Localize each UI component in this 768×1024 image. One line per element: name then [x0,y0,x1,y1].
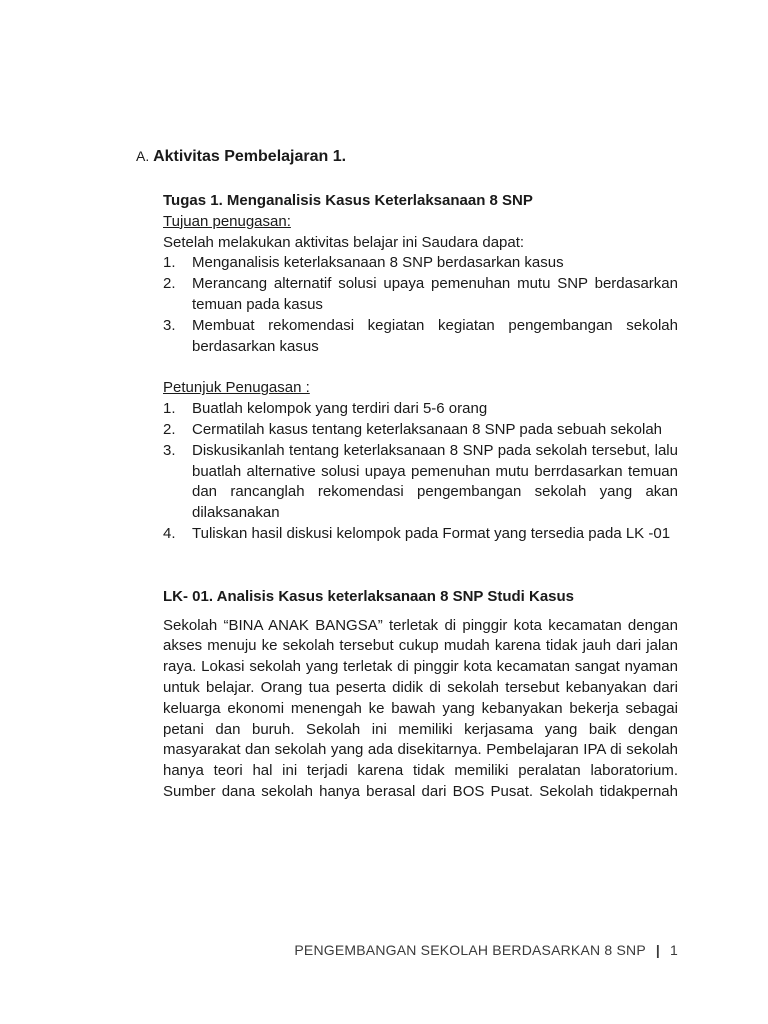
goal-number: 2. [163,275,176,293]
instruction-number: 1. [163,400,176,418]
instruction-text: Tuliskan hasil diskusi kelompok pada Format yang tersedia pada LK -01 [192,524,671,542]
instruction-item [163,420,678,441]
instruction-text: Buatlah kelompok yang terdiri dari 5-6 orang [192,400,488,418]
instruction-text: Diskusikanlah tentang keterlaksanaan 8 SNP pada sekolah tersebut, lalu buatlah alternative solusi upaya pemenuhan mutu berrdasarkan temuan dan rancanglah rekomendasi pengembangan sekolah yang akan dilaksanakan [192,441,678,522]
case-study-text: Sekolah “BINA ANAK BANGSA” terletak di pinggir kota kecamatan dengan akses menuju ke sekolah tersebut cukup mudah karena tidak jauh dari jalan raya. Lokasi sekolah yang terletak di pinggir kota kecamatan sangat nyaman untuk belajar. Orang tua peserta didik di sekolah tersebut kebanyakan dari keluarga ekonomi menengah ke bawah yang kebanyakan bekerja sebagai petani dan buruh. Sekolah ini memiliki kerjasama yang baik dengan masyarakat dan sekolah yang ada disekitarnya. Pembelajaran IPA di sekolah hanya teori hal ini terjadi karena tidak memiliki peralatan laboratorium. Sumber dana sekolah hanya berasal dari BOS Pusat. Sekolah tidakpernah [163,616,678,800]
goal-number: 3. [163,316,176,334]
footer-title: PENGEMBANGAN SEKOLAH BERDASARKAN 8 SNP [294,942,646,958]
goal-text: Membuat rekomendasi kegiatan kegiatan pengembangan sekolah berdasarkan kasus [192,316,678,355]
page-footer [294,942,678,958]
section-letter: A. [136,148,150,164]
instruction-item [163,441,678,524]
goal-number: 1. [163,254,176,272]
goal-item [163,316,678,358]
section-heading [136,148,346,166]
goal-text: Menganalisis keterlaksanaan 8 SNP berdasarkan kasus [192,254,564,272]
content-body [163,191,678,803]
footer-separator: | [655,942,660,958]
goal-list [163,253,678,357]
page-number: 1 [670,942,678,958]
task-title: Tugas 1. Menganalisis Kasus Keterlaksanaan 8 SNP [163,192,533,209]
goal-text: Merancang alternatif solusi upaya pemenuhan mutu SNP berdasarkan temuan pada kasus [192,275,678,313]
instruction-number: 3. [163,441,176,459]
section-title: Aktivitas Pembelajaran 1. [153,148,347,165]
instruction-list [163,399,678,545]
worksheet-title: LK- 01. Analisis Kasus keterlaksanaan 8 SNP Studi Kasus [163,587,575,605]
instruction-item [163,524,678,545]
goal-intro: Setelah melakukan aktivitas belajar ini Saudara dapat: [163,233,525,251]
instructions-label: Petunjuk Penugasan : [163,379,310,397]
instruction-number: 2. [163,420,176,438]
instruction-item [163,399,678,420]
goal-label: Tujuan penugasan: [163,212,291,230]
instruction-number: 4. [163,524,176,542]
goal-item [163,274,678,316]
spacer [163,357,678,378]
instruction-text: Cermatilah kasus tentang keterlaksanaan 8 SNP pada sebuah sekolah [192,420,663,438]
goal-item [163,253,678,274]
